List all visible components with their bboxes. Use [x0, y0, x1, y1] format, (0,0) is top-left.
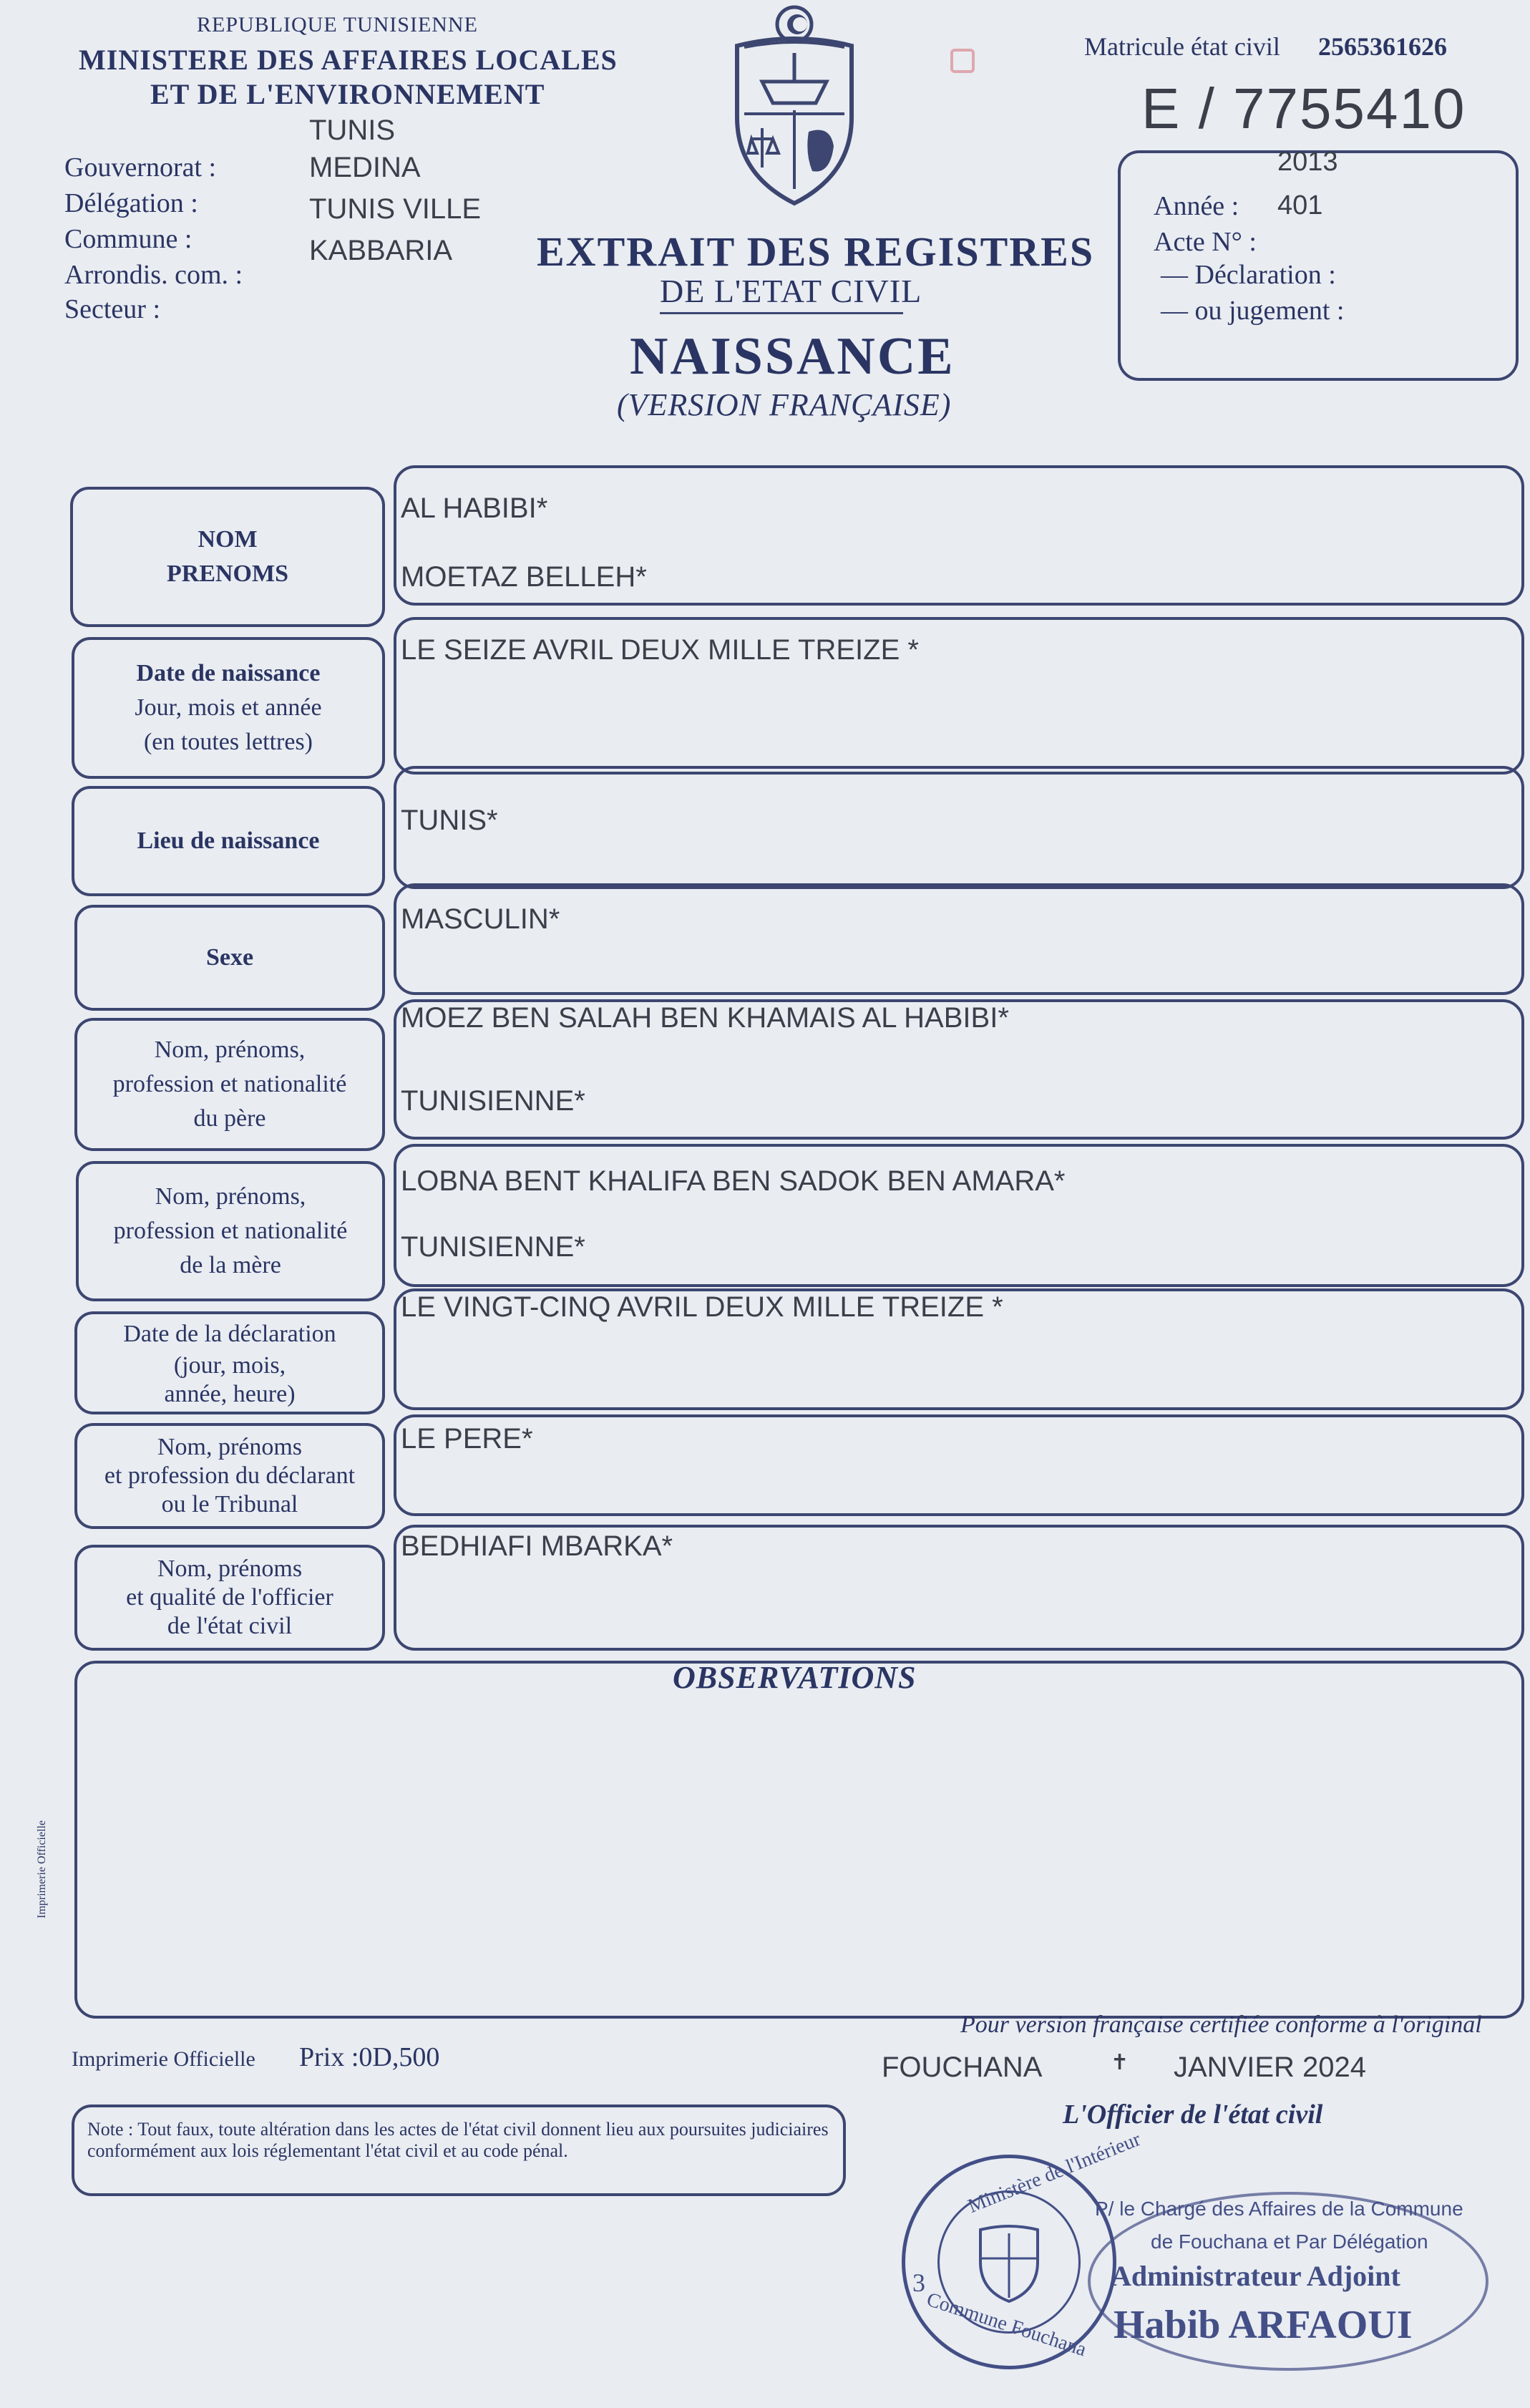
label-date-naissance	[72, 637, 385, 779]
stamp-line3: Administrateur Adjoint	[1111, 2260, 1400, 2292]
date-day-mark-icon: ✝	[1111, 2051, 1129, 2074]
commune-label: Commune :	[64, 224, 193, 254]
arrondissement-label: Arrondis. com. :	[64, 260, 243, 290]
signatory-name: Habib ARFAOUI	[1114, 2303, 1413, 2347]
label-line: et profession du déclarant	[104, 1462, 356, 1489]
title-line3: NAISSANCE	[630, 327, 955, 386]
republic-label: REPUBLIQUE TUNISIENNE	[197, 13, 478, 37]
label-line: Sexe	[205, 944, 254, 971]
jugement-label: — ou jugement :	[1161, 296, 1345, 326]
value-date-declaration: LE VINGT-CINQ AVRIL DEUX MILLE TREIZE *	[401, 1291, 1003, 1323]
value-mere-nationalite: TUNISIENNE*	[401, 1231, 585, 1263]
commune-value: KABBARIA	[309, 235, 453, 266]
label-line: Nom, prénoms	[157, 1434, 303, 1460]
coat-of-arms-icon	[723, 3, 866, 210]
legal-note-text: Note : Tout faux, toute altération dans les actes de l'état civil donnent lieu aux poursuites judiciaires conformément aux lois réglementant l'état civil et au code pénal.	[87, 2119, 829, 2161]
stamp-number: 3	[912, 2268, 925, 2297]
value-prenoms: MOETAZ BELLEH*	[401, 561, 647, 593]
label-line: et qualité de l'officier	[126, 1584, 333, 1611]
label-line: PRENOMS	[167, 560, 288, 587]
value-sexe: MASCULIN*	[401, 903, 560, 935]
matricule-value: 2565361626	[1318, 32, 1447, 61]
label-line: Date de la déclaration	[123, 1321, 336, 1347]
label-line: (en toutes lettres)	[143, 729, 313, 755]
legal-note-box	[72, 2104, 846, 2196]
side-print: Imprimerie Officielle	[36, 1820, 48, 1918]
acte-value: 401	[1277, 190, 1323, 220]
label-line: Nom, prénoms	[157, 1555, 303, 1582]
label-declarant	[74, 1423, 385, 1529]
value-lieu-naissance: TUNIS*	[401, 805, 498, 836]
label-line: du père	[193, 1105, 266, 1132]
value-box-declarant	[394, 1414, 1524, 1516]
label-line: de l'état civil	[167, 1613, 293, 1639]
value-box-lieu-naissance	[394, 766, 1524, 889]
label-line: de la mère	[180, 1252, 281, 1278]
delegation-label: Délégation :	[64, 188, 198, 218]
title-line4: (VERSION FRANÇAISE)	[617, 387, 952, 422]
label-line: Lieu de naissance	[137, 827, 320, 854]
ministry-line2: ET DE L'ENVIRONNEMENT	[150, 78, 545, 110]
annee-value: 2013	[1277, 147, 1338, 177]
observations-box	[74, 1661, 1524, 2019]
serial-number: E / 7755410	[1141, 77, 1466, 140]
label-line: NOM	[198, 526, 258, 553]
title-underline	[660, 312, 903, 314]
stamp-emblem-icon	[973, 2219, 1045, 2305]
value-box-sexe	[394, 883, 1524, 995]
value-officier: BEDHIAFI MBARKA*	[401, 1530, 673, 1562]
city-label: TUNIS	[309, 115, 395, 146]
officer-label: L'Officier de l'état civil	[1063, 2099, 1323, 2130]
price-label: Prix :0D,500	[299, 2042, 440, 2072]
delegation-value: TUNIS VILLE	[309, 193, 482, 225]
observations-title: OBSERVATIONS	[673, 1660, 917, 1695]
title-line2: DE L'ETAT CIVIL	[660, 273, 922, 309]
label-line: profession et nationalité	[113, 1218, 348, 1244]
value-pere-nationalite: TUNISIENNE*	[401, 1085, 585, 1117]
label-sexe	[74, 905, 385, 1011]
date-value: JANVIER 2024	[1174, 2052, 1367, 2083]
red-mark	[950, 49, 975, 73]
label-mere	[76, 1161, 385, 1301]
stamp-ring-top: Ministère de l'Intérieur	[965, 2128, 1144, 2218]
gouvernorat-label: Gouvernorat :	[64, 152, 217, 183]
declaration-label: — Déclaration :	[1161, 260, 1336, 290]
gouvernorat-value: MEDINA	[309, 152, 421, 183]
value-date-naissance: LE SEIZE AVRIL DEUX MILLE TREIZE *	[401, 634, 919, 666]
value-pere-nom: MOEZ BEN SALAH BEN KHAMAIS AL HABIBI*	[401, 1002, 1009, 1034]
title-line1: EXTRAIT DES REGISTRES	[537, 228, 1095, 275]
value-declarant: LE PERE*	[401, 1423, 533, 1455]
stamp-line2: de Fouchana et Par Délégation	[1151, 2230, 1428, 2253]
label-line: profession et nationalité	[112, 1071, 347, 1097]
label-line: Nom, prénoms,	[155, 1183, 306, 1210]
stamp-line1: P/ le Chargé des Affaires de la Commune	[1095, 2198, 1463, 2220]
place-value: FOUCHANA	[882, 2052, 1043, 2083]
label-line: Nom, prénoms,	[154, 1036, 306, 1063]
acte-label: Acte N° :	[1154, 227, 1257, 257]
ministry-line1: MINISTERE DES AFFAIRES LOCALES	[79, 44, 618, 76]
label-lieu-naissance	[72, 786, 385, 896]
printer-label: Imprimerie Officielle	[72, 2047, 255, 2071]
label-pere	[74, 1018, 385, 1151]
label-line: (jour, mois,	[173, 1352, 286, 1379]
label-line: ou le Tribunal	[161, 1491, 298, 1518]
label-line: Date de naissance	[136, 660, 321, 686]
value-nom: AL HABIBI*	[401, 492, 548, 524]
label-line: année, heure)	[164, 1381, 296, 1407]
secteur-label: Secteur :	[64, 294, 161, 324]
label-line: Jour, mois et année	[135, 694, 322, 721]
label-date-declaration	[74, 1311, 385, 1414]
matricule-label: Matricule état civil	[1084, 32, 1280, 61]
label-officier	[74, 1545, 385, 1651]
stamp-ring-bottom: Commune Fouchana	[924, 2288, 1089, 2361]
value-mere-nom: LOBNA BENT KHALIFA BEN SADOK BEN AMARA*	[401, 1165, 1066, 1197]
certified-label: Pour version française certifiée conforme à l'original	[960, 2011, 1482, 2038]
label-nom-prenoms	[70, 487, 385, 627]
annee-label: Année :	[1154, 191, 1239, 221]
